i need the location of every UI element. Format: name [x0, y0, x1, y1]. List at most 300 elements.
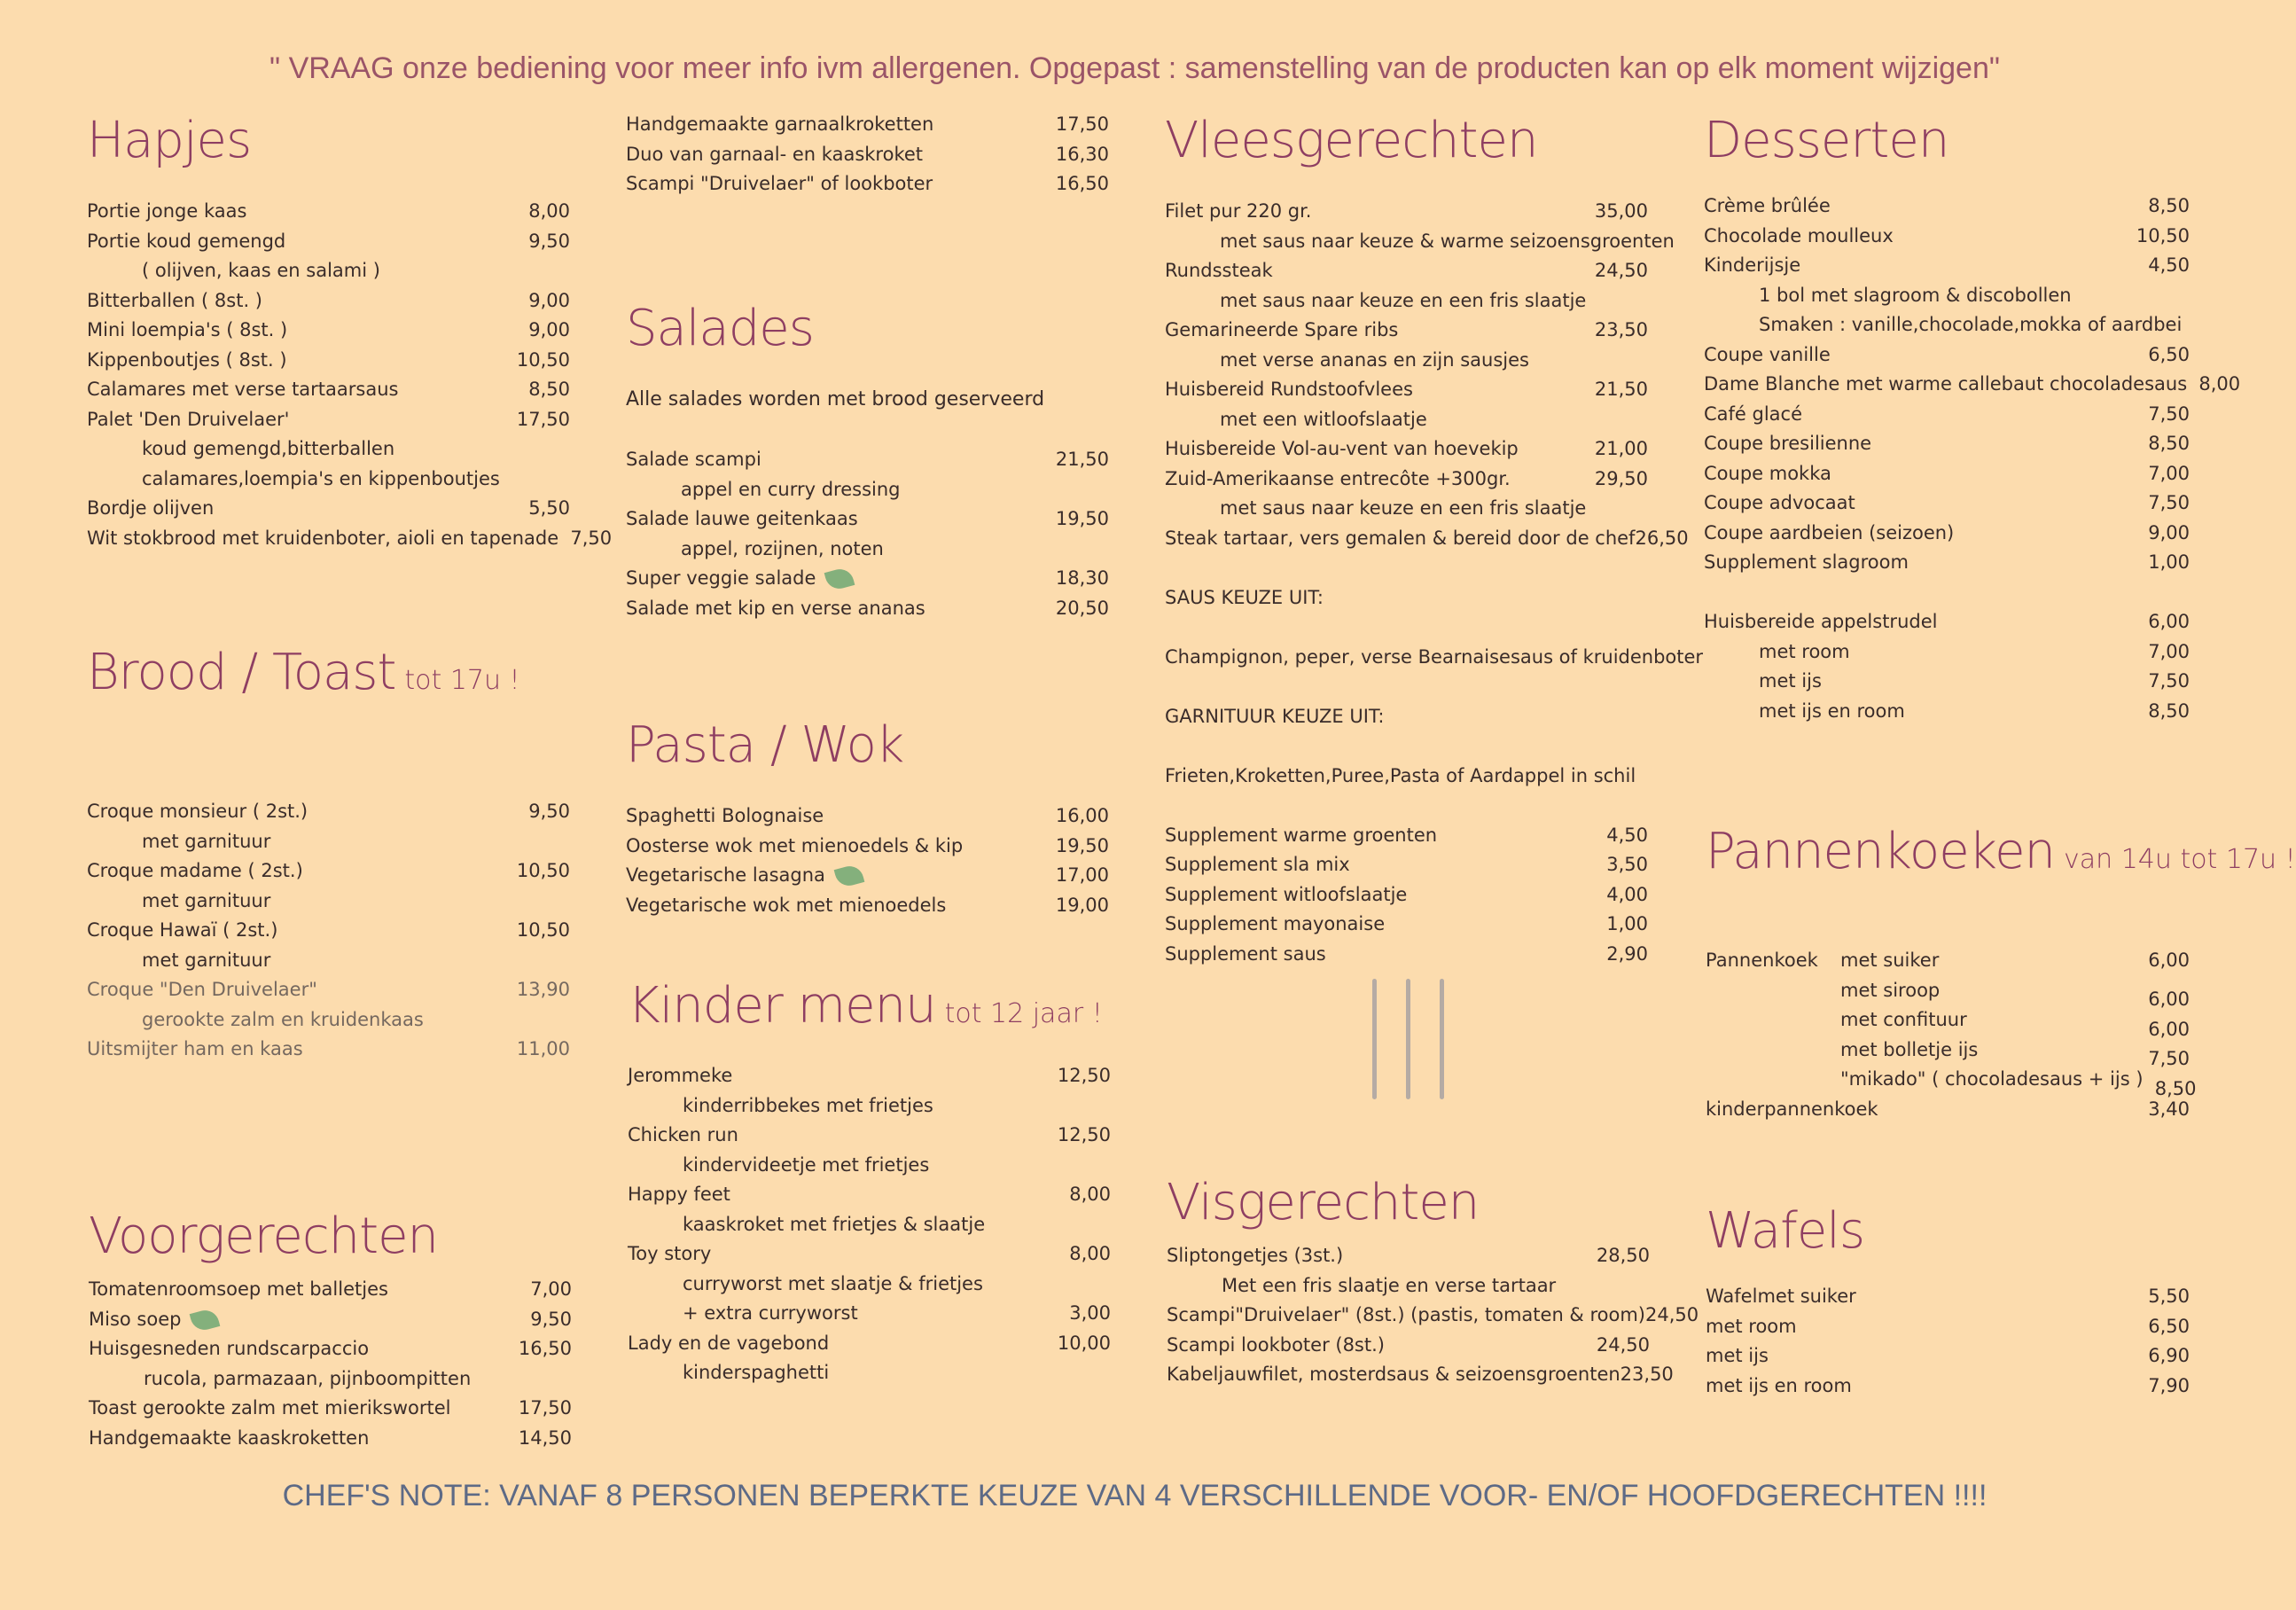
menu-item-text: kaaskroket met frietjes & slaatje	[683, 1213, 986, 1235]
menu-item	[626, 110, 1109, 140]
menu-item	[1165, 197, 1648, 227]
menu-item	[626, 594, 1109, 624]
menu-item	[1165, 346, 1648, 376]
menu-item	[1165, 465, 1648, 495]
menu-item-price: 8,00	[2198, 373, 2241, 395]
menu-item-price: 10,50	[516, 348, 570, 371]
menu-item-text: Mini loempia's ( 8st. )	[87, 319, 288, 340]
menu-item-name	[1706, 1372, 2136, 1402]
menu-item-name	[1165, 494, 1595, 524]
menu-item	[1165, 762, 1648, 792]
menu-item-text: calamares,loempia's en kippenboutjes	[142, 467, 500, 489]
menu-item-name	[1704, 459, 2136, 489]
menu-item-price: 21,00	[1594, 438, 1648, 459]
menu-item-text: ( olijven, kaas en salami )	[142, 260, 380, 281]
menu-item	[89, 1394, 572, 1424]
vlees-section	[1165, 110, 1704, 969]
menu-item-price: 19,50	[1055, 834, 1109, 856]
menu-item	[87, 946, 570, 976]
menu-item-name	[1165, 434, 1595, 465]
menu-item-name	[87, 316, 517, 346]
menu-item	[89, 1305, 572, 1335]
menu-item	[1704, 607, 2190, 637]
menu-item-name	[89, 1364, 519, 1395]
menu-item-text: Portie jonge kaas	[87, 200, 247, 222]
menu-item-price: 12,50	[1057, 1065, 1111, 1086]
menu-item-text: Tomatenroomsoep met balletjes	[89, 1278, 388, 1300]
menu-item-label	[1706, 1005, 1840, 1036]
menu-item-name	[1165, 910, 1595, 940]
menu-item-text: Kabeljauwfilet, mosterdsaus & seizoensgroenten	[1167, 1364, 1620, 1385]
menu-item-name	[1706, 1005, 2136, 1036]
menu-item-text: Frieten,Kroketten,Puree,Pasta of Aardappel in schil	[1165, 764, 1636, 786]
menu-item-name	[1704, 400, 2136, 430]
menu-item-text: kinderribbekes met frietjes	[683, 1094, 933, 1116]
hapjes-heading: Hapjes	[87, 112, 252, 169]
menu-item-variant: met confituur	[1840, 1009, 1967, 1030]
hapjes-section	[87, 110, 613, 553]
menu-item-name	[1165, 643, 1703, 673]
spacer	[1704, 578, 2190, 608]
menu-item-price: 6,50	[2148, 343, 2190, 365]
menu-item-name	[1165, 227, 1675, 257]
menu-item-name	[628, 1358, 1058, 1388]
menu-item	[1704, 488, 2190, 519]
menu-item-text: Filet pur 220 gr.	[1165, 200, 1312, 222]
menu-item	[87, 1035, 570, 1065]
menu-item-name	[87, 946, 517, 976]
menu-item-name	[1704, 607, 2136, 637]
menu-item-name	[1165, 465, 1595, 495]
menu-item-price: 13,90	[516, 979, 570, 1000]
menu-item	[1167, 1271, 1650, 1301]
menu-item-text: Coupe advocaat	[1704, 492, 1855, 513]
menu-item	[1704, 340, 2190, 371]
menu-item-name	[1167, 1331, 1597, 1361]
vegetarian-leaf-icon	[834, 863, 865, 888]
menu-item-variant: met ijs en room	[1706, 1374, 1852, 1396]
menu-item-price: 10,50	[516, 919, 570, 941]
menu-item-price: 24,50	[1645, 1304, 1699, 1325]
menu-item-name	[628, 1299, 1058, 1329]
pannenkoeken-title: Pannenkoeken	[1706, 823, 2056, 880]
menu-item	[89, 1275, 572, 1305]
menu-item	[1706, 976, 2190, 1010]
menu-item-text: kinderspaghetti	[683, 1362, 830, 1383]
brood-heading	[87, 642, 570, 712]
menu-item-name	[1706, 1282, 2136, 1312]
menu-item	[1706, 1005, 2190, 1040]
menu-item	[1704, 400, 2190, 430]
menu-item-text: Café glacé	[1704, 402, 1803, 425]
menu-item	[1704, 222, 2190, 252]
menu-item	[1704, 548, 2190, 578]
menu-item-price: 8,00	[1069, 1184, 1111, 1205]
menu-item-price: 6,00	[2148, 611, 2190, 632]
salades-heading: Salades	[626, 300, 814, 357]
menu-item	[87, 405, 570, 435]
menu-item	[626, 861, 1109, 891]
menu-item-text: Spaghetti Bolognaise	[626, 805, 824, 826]
menu-item-text: met ijs	[1759, 670, 1822, 692]
menu-item-price: 16,50	[518, 1338, 572, 1359]
menu-item-text: Scampi lookboter (8st.)	[1167, 1333, 1385, 1356]
menu-item-name	[626, 564, 1056, 594]
menu-item	[87, 1005, 570, 1036]
chef-note: CHEF'S NOTE: VANAF 8 PERSONEN BEPERKTE KEUZE VAN 4 VERSCHILLENDE VOOR- EN/OF HOOFDGERECHTEN !!!!	[282, 1479, 1988, 1512]
pannenkoeken-heading	[1706, 821, 2296, 891]
menu-item-name	[1165, 256, 1595, 286]
menu-item	[1704, 251, 2190, 281]
menu-item-name	[89, 1334, 519, 1364]
menu-item	[1165, 286, 1648, 317]
menu-item-price: 23,50	[1620, 1364, 1674, 1385]
menu-item-name	[626, 475, 1056, 505]
menu-item-name	[1706, 946, 2136, 976]
menu-item-name	[89, 1394, 519, 1424]
menu-item-name	[628, 1061, 1058, 1091]
menu-item-text: Miso soep	[89, 1308, 182, 1330]
menu-item-name	[1165, 405, 1595, 435]
menu-item-price: 24,50	[1596, 1333, 1650, 1356]
pannenkoeken-suffix: van 14u tot 17u !	[2064, 844, 2296, 875]
menu-item-text: Gemarineerde Spare ribs	[1165, 319, 1399, 340]
menu-item-price: 7,00	[530, 1278, 572, 1300]
menu-item-text: Coupe aardbeien (seizoen)	[1704, 521, 1955, 543]
menu-item-text: 1 bol met slagroom & discobollen	[1759, 284, 2072, 306]
menu-item-label	[1706, 1036, 1840, 1066]
menu-item-price: 7,50	[2148, 492, 2190, 513]
menu-item-text: Huisbereide appelstrudel	[1704, 611, 1938, 632]
menu-item-price: 8,50	[2154, 1077, 2197, 1099]
menu-item-price: 17,00	[1055, 864, 1109, 886]
menu-item	[1165, 702, 1648, 732]
menu-item	[1706, 1036, 2190, 1069]
menu-item-name	[87, 494, 517, 524]
menu-item	[626, 564, 1109, 594]
menu-item-name	[87, 975, 517, 1005]
menu-item-price: 9,00	[528, 289, 570, 311]
menu-item-name	[1704, 548, 2136, 578]
menu-item-name	[626, 594, 1056, 624]
menu-item-name	[628, 1210, 1058, 1240]
menu-item-text: Super veggie salade	[626, 567, 816, 589]
menu-item-text: Handgemaakte garnaalkroketten	[626, 113, 934, 135]
menu-item-name	[87, 346, 517, 376]
menu-item-name	[626, 445, 1056, 475]
menu-item-price: 8,50	[2148, 699, 2190, 722]
menu-item-text: Champignon, peper, verse Bearnaisesaus of kruidenboter	[1165, 645, 1704, 668]
menu-item-name	[1165, 524, 1635, 554]
menu-item-price: 8,00	[528, 200, 570, 222]
menu-item-price: 5,50	[2148, 1286, 2190, 1307]
menu-item	[87, 827, 570, 857]
menu-item	[1706, 1372, 2190, 1402]
menu-item-name	[1165, 316, 1595, 346]
menu-item-text: Vegetarische wok met mienoedels	[626, 894, 947, 916]
menu-item-price: 8,50	[2148, 433, 2190, 454]
menu-item	[1165, 910, 1648, 940]
menu-item-text: Portie koud gemengd	[87, 230, 286, 252]
menu-item	[1165, 405, 1648, 435]
menu-item-name	[626, 801, 1056, 832]
menu-item-price: 8,50	[2148, 195, 2190, 216]
menu-item-name	[87, 227, 517, 257]
menu-item-text: Zuid-Amerikaanse entrecôte +300gr.	[1165, 467, 1511, 489]
menu-item-name	[1704, 281, 2136, 311]
vis-items	[1167, 1241, 1699, 1390]
menu-item-name	[1165, 375, 1595, 405]
menu-item-price: 17,50	[1055, 113, 1109, 135]
menu-item-name	[1167, 1301, 1645, 1331]
menu-item-price: 7,50	[2148, 1048, 2190, 1069]
menu-item	[626, 535, 1109, 565]
menu-item-name	[1704, 370, 2187, 400]
menu-item-name	[626, 535, 1056, 565]
menu-item-price: 9,00	[2148, 521, 2190, 543]
menu-item	[89, 1334, 572, 1364]
menu-item	[626, 475, 1109, 505]
menu-item-text: met room	[1759, 640, 1850, 662]
menu-item-price: 17,50	[518, 1397, 572, 1419]
menu-item	[1165, 375, 1648, 405]
menu-item-text: Huisbereide Vol-au-vent van hoevekip	[1165, 438, 1519, 459]
menu-item-name	[1704, 488, 2136, 519]
menu-item-name	[626, 140, 1056, 170]
menu-item-name	[87, 1035, 517, 1065]
menu-item-price: 19,00	[1055, 894, 1109, 916]
menu-item-name	[1704, 340, 2136, 371]
menu-item-name	[626, 891, 1056, 921]
menu-item-price: 4,00	[1606, 883, 1648, 905]
menu-item	[87, 524, 613, 554]
menu-item-text: met saus naar keuze en een fris slaatje	[1220, 289, 1587, 311]
menu-item-variant: met room	[1706, 1315, 1797, 1337]
menu-item-text: Coupe bresilienne	[1704, 433, 1872, 454]
menu-item-price: 21,50	[1594, 379, 1648, 400]
menu-item-variant: met siroop	[1840, 979, 1941, 1001]
wafels-items	[1706, 1282, 2190, 1401]
menu-item	[1706, 1065, 2197, 1099]
menu-item-price: 28,50	[1596, 1245, 1650, 1266]
menu-item-price: 1,00	[2148, 551, 2190, 573]
menu-item	[628, 1210, 1111, 1240]
menu-item-price: 10,50	[516, 860, 570, 881]
menu-item-text: kindervideetje met frietjes	[683, 1153, 930, 1176]
menu-item-price: 7,00	[2148, 462, 2190, 484]
menu-item-text: Calamares met verse tartaarsaus	[87, 379, 399, 400]
brood-section	[87, 642, 570, 1065]
menu-item-name	[1704, 637, 2136, 668]
menu-item-name	[1165, 880, 1595, 911]
menu-item	[1706, 946, 2190, 976]
menu-item	[626, 169, 1109, 199]
spacer	[1165, 791, 1648, 821]
menu-item-text: rucola, parmazaan, pijnboompitten	[144, 1367, 472, 1389]
menu-item	[1704, 697, 2190, 727]
menu-item-text: Steak tartaar, vers gemalen & bereid door de chef	[1165, 527, 1636, 549]
menu-item	[1165, 524, 1689, 554]
menu-item	[1704, 519, 2190, 549]
menu-item-price: 10,50	[2136, 224, 2190, 246]
menu-item-text: Supplement saus	[1165, 942, 1326, 965]
menu-item-text: Supplement sla mix	[1165, 854, 1350, 875]
menu-item-name	[89, 1305, 519, 1335]
menu-item-price: 16,00	[1055, 805, 1109, 826]
menu-item-text: Huisbereid Rundstoofvlees	[1165, 379, 1413, 400]
menu-item-name	[1165, 346, 1595, 376]
menu-item-text: met saus naar keuze en een fris slaatje	[1220, 497, 1587, 519]
menu-item-text: Palet 'Den Druivelaer'	[87, 408, 290, 430]
spacer	[1165, 731, 1648, 762]
pasta-section	[626, 715, 1109, 920]
menu-item-text: Toy story	[628, 1243, 712, 1264]
menu-item-text: Croque madame ( 2st.)	[87, 860, 303, 881]
menu-item-price: 6,00	[2148, 989, 2190, 1010]
menu-item-text: Duo van garnaal- en kaaskroket	[626, 143, 924, 165]
spacer	[1165, 553, 1648, 583]
menu-item-price: 8,50	[528, 379, 570, 400]
kinder-section	[628, 975, 1111, 1388]
menu-item-name	[626, 861, 1056, 891]
menu-item	[89, 1424, 572, 1454]
menu-item-name	[87, 1005, 517, 1036]
menu-item-text: + extra curryworst	[683, 1302, 858, 1324]
menu-item	[1167, 1301, 1699, 1331]
menu-item-text: Chicken run	[628, 1124, 738, 1145]
menu-item-text: Bitterballen ( 8st. )	[87, 289, 262, 311]
kroketten-items	[626, 110, 1109, 199]
menu-item-price: 3,50	[1606, 854, 1648, 875]
menu-item-text: Happy feet	[628, 1184, 730, 1205]
menu-item-text: met garnituur	[142, 889, 271, 911]
menu-item	[87, 286, 570, 317]
salades-items	[626, 445, 1109, 623]
menu-item-text: Vegetarische lasagna	[626, 864, 825, 886]
menu-item	[87, 316, 570, 346]
menu-item-text: Kinderijsje	[1704, 254, 1801, 276]
menu-item-name	[1704, 519, 2136, 549]
menu-item-name	[1165, 583, 1595, 614]
menu-item	[1165, 643, 1704, 673]
menu-item-price: 3,40	[2148, 1098, 2190, 1120]
menu-item-variant: met ijs	[1706, 1345, 1769, 1366]
menu-item	[628, 1180, 1111, 1210]
menu-item-name	[1706, 1095, 2136, 1125]
menu-item	[1706, 1341, 2190, 1372]
kinder-title: Kinder menu	[628, 977, 936, 1035]
menu-item-price: 6,00	[2148, 1018, 2190, 1040]
menu-item-text: Dame Blanche met warme callebaut chocoladesaus	[1704, 373, 2188, 395]
vlees-items	[1165, 197, 1704, 969]
menu-item	[1165, 850, 1648, 880]
menu-item-name	[87, 434, 517, 465]
menu-item-name	[626, 110, 1056, 140]
menu-item-text: Supplement slagroom	[1704, 551, 1909, 573]
menu-item-price: 7,90	[2148, 1374, 2190, 1396]
menu-item-price: 20,50	[1055, 597, 1109, 619]
menu-item-name	[89, 1275, 519, 1305]
vis-heading: Visgerechten	[1167, 1174, 1480, 1231]
brood-suffix: tot 17u !	[404, 665, 520, 696]
menu-item	[87, 197, 570, 227]
menu-item	[87, 375, 570, 405]
menu-item-price: 7,50	[2148, 670, 2190, 692]
menu-item	[87, 797, 570, 827]
menu-item	[1704, 429, 2190, 459]
voorgerechten-items	[89, 1275, 572, 1453]
menu-item-name	[1165, 197, 1595, 227]
menu-item-name	[1704, 310, 2182, 340]
menu-item-text: Kippenboutjes ( 8st. )	[87, 348, 287, 371]
menu-item-name	[628, 1239, 1058, 1270]
menu-item-text: Uitsmijter ham en kaas	[87, 1038, 303, 1059]
menu-item	[628, 1151, 1111, 1181]
menu-item-text: koud gemengd,bitterballen	[142, 438, 395, 459]
menu-item-name	[628, 1329, 1058, 1359]
menu-item-price: 9,50	[530, 1308, 572, 1330]
menu-item	[626, 504, 1109, 535]
menu-item-name	[1706, 976, 2136, 1006]
menu-item-text: appel, rozijnen, noten	[681, 537, 884, 559]
menu-item	[87, 887, 570, 917]
pasta-items	[626, 801, 1109, 920]
menu-item-text: met garnituur	[142, 949, 271, 971]
menu-item	[626, 832, 1109, 862]
menu-item	[1706, 1095, 2190, 1125]
menu-item-variant: "mikado" ( chocoladesaus + ijs )	[1840, 1068, 2144, 1090]
menu-item-name	[1167, 1360, 1620, 1390]
menu-item-text: SAUS KEUZE UIT:	[1165, 586, 1324, 608]
menu-item-text: met verse ananas en zijn sausjes	[1220, 348, 1529, 371]
menu-item-name	[1706, 1036, 2136, 1066]
menu-item-price: 23,50	[1594, 319, 1648, 340]
menu-item-text: Lady en de vagebond	[628, 1332, 830, 1354]
menu-item	[87, 856, 570, 887]
kinder-heading	[628, 975, 1111, 1045]
menu-item	[1706, 1282, 2190, 1312]
menu-item-name	[1165, 702, 1595, 732]
menu-item-text: gerookte zalm en kruidenkaas	[142, 1008, 424, 1030]
spacer	[1165, 613, 1648, 643]
menu-item-price: 21,50	[1055, 449, 1109, 470]
menu-item-name	[628, 1270, 1058, 1300]
menu-item-name	[1706, 1341, 2136, 1372]
menu-item-price: 16,30	[1055, 143, 1109, 165]
menu-item-name	[87, 405, 517, 435]
menu-item	[1704, 310, 2190, 340]
hapjes-items	[87, 197, 613, 553]
menu-item-price: 10,00	[1057, 1332, 1111, 1354]
menu-item	[1704, 459, 2190, 489]
menu-item	[87, 916, 570, 946]
menu-item	[1167, 1241, 1650, 1271]
menu-item-price: 8,00	[1069, 1243, 1111, 1264]
menu-item-name	[87, 797, 517, 827]
menu-item	[626, 445, 1109, 475]
menu-item-name	[1165, 762, 1636, 792]
menu-item-name	[1704, 429, 2136, 459]
menu-item-text: Chocolade moulleux	[1704, 224, 1894, 246]
menu-item-text: met garnituur	[142, 830, 271, 852]
menu-item	[1165, 821, 1648, 851]
menu-item-text: Smaken : vanille,chocolade,mokka of aardbei	[1759, 314, 2183, 335]
menu-item	[87, 346, 570, 376]
menu-item-name	[628, 1091, 1058, 1122]
menu-item-price: 35,00	[1594, 200, 1648, 222]
menu-item	[1165, 583, 1648, 614]
menu-item-price: 29,50	[1594, 467, 1648, 489]
